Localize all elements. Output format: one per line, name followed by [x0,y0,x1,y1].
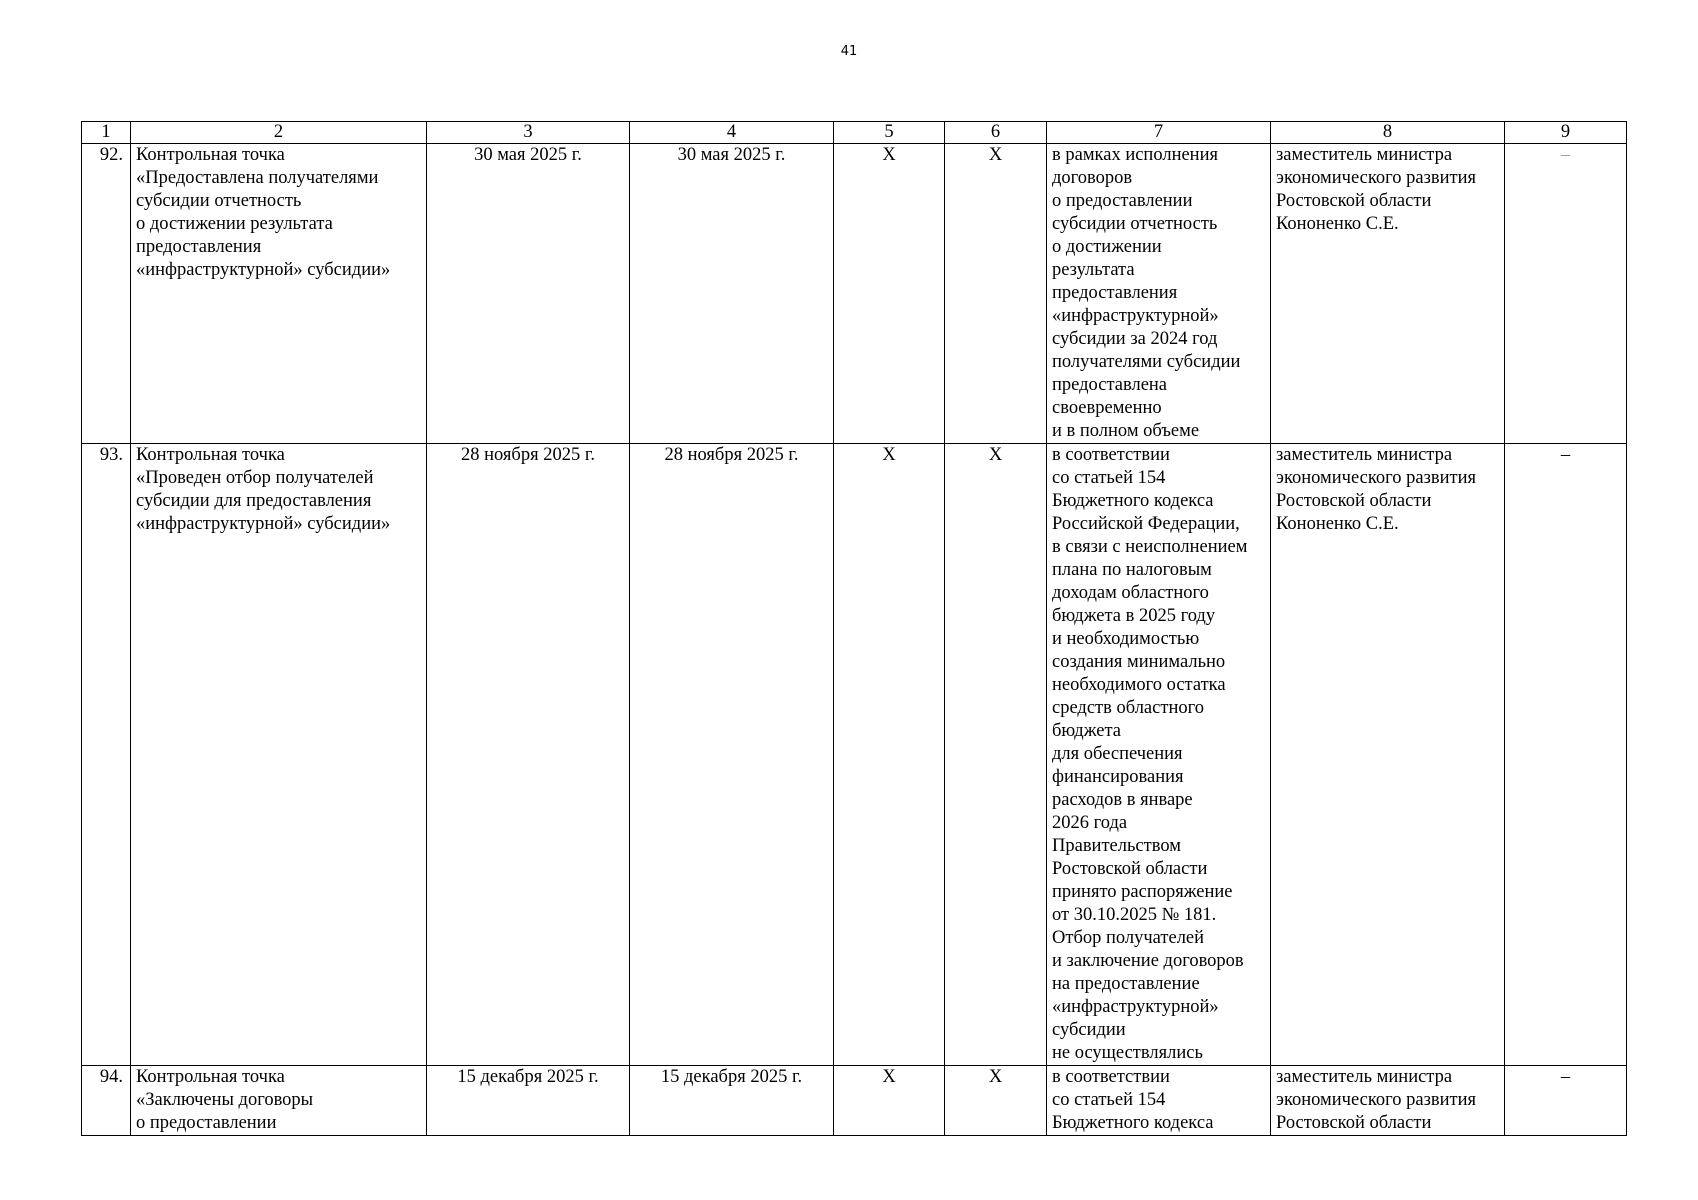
text-line: экономического развития [1276,168,1477,188]
text-line: «инфраструктурной» субсидии» [136,514,391,534]
text-line: не осуществлялись [1052,1043,1203,1063]
col6-value: X [945,444,1047,1066]
text-line: заместитель министра [1276,445,1453,465]
text-line: бюджета в 2025 году [1052,606,1216,626]
text-line: заместитель министра [1276,145,1453,165]
text-line: в соответствии [1052,445,1170,465]
col9-value [1505,1066,1627,1136]
header-cell: 2 [131,122,427,144]
text-line: субсидии отчетность [136,191,302,211]
text-line: «инфраструктурной» [1052,997,1219,1017]
header-cell: 6 [945,122,1047,144]
text-line: «инфраструктурной» субсидии» [136,260,391,280]
text-line: Ростовской области [1276,1113,1432,1133]
text-line: о достижении [1052,237,1162,257]
text-line: субсидии для предоставления [136,491,372,511]
text-line: и заключение договоров [1052,951,1244,971]
responsible-person [1271,1066,1505,1136]
text-line: и в полном объеме [1052,421,1200,441]
dash-mark: – [1560,1067,1571,1087]
text-line: Правительством [1052,836,1181,856]
control-points-table [81,121,1627,1136]
text-line: своевременно [1052,398,1162,418]
text-line: «инфраструктурной» [1052,306,1219,326]
col9-value [1505,444,1627,1066]
execution-info [1047,1066,1271,1136]
fact-date: 30 мая 2025 г. [630,144,834,444]
col6-value: X [945,144,1047,444]
col5-value: X [834,144,945,444]
col9-value [1505,144,1627,444]
text-line: финансирования [1052,767,1184,787]
text-line: предоставления [1052,283,1178,303]
text-line: Кононенко С.Е. [1276,214,1399,234]
text-line: «Предоставлена получателями [136,168,379,188]
text-line: от 30.10.2025 № 181. [1052,905,1217,925]
dash-mark: – [1560,445,1571,465]
text-line: субсидии отчетность [1052,214,1218,234]
col5-value: X [834,1066,945,1136]
text-line: в соответствии [1052,1067,1170,1087]
text-line: получателями субсидии [1052,352,1241,372]
execution-info [1047,444,1271,1066]
header-cell: 1 [82,122,131,144]
text-line: в рамках исполнения [1052,145,1218,165]
text-line: заместитель министра [1276,1067,1453,1087]
control-point-name [131,444,427,1066]
text-line: Контрольная точка [136,1067,285,1087]
text-line: «Проведен отбор получателей [136,468,374,488]
fact-date: 15 декабря 2025 г. [630,1066,834,1136]
text-line: бюджета [1052,721,1121,741]
text-line: субсидии [1052,1020,1126,1040]
text-line: 2026 года [1052,813,1128,833]
control-point-name [131,144,427,444]
table-row [82,1066,1627,1136]
text-line: создания минимально [1052,652,1226,672]
text-line: о достижении результата [136,214,333,234]
text-line: договоров [1052,168,1133,188]
text-line: для обеспечения [1052,744,1183,764]
text-line: экономического развития [1276,468,1477,488]
text-line: Ростовской области [1276,191,1432,211]
header-cell: 8 [1271,122,1505,144]
col6-value: X [945,1066,1047,1136]
text-line: о предоставлении [136,1113,277,1133]
header-cell: 3 [427,122,630,144]
dash-mark: – [1560,145,1571,165]
header-cell: 5 [834,122,945,144]
plan-date: 30 мая 2025 г. [427,144,630,444]
header-cell: 9 [1505,122,1627,144]
text-line: Российской Федерации, [1052,514,1240,534]
page-number: 41 [840,44,858,59]
table-row [82,444,1627,1066]
plan-date: 15 декабря 2025 г. [427,1066,630,1136]
text-line: со статьей 154 [1052,468,1166,488]
plan-date: 28 ноября 2025 г. [427,444,630,1066]
text-line: предоставлена [1052,375,1168,395]
fact-date: 28 ноября 2025 г. [630,444,834,1066]
row-number: 93. [82,444,131,1066]
text-line: плана по налоговым [1052,560,1212,580]
text-line: предоставления [136,237,262,257]
text-line: экономического развития [1276,1090,1477,1110]
header-cell: 4 [630,122,834,144]
text-line: принято распоряжение [1052,882,1233,902]
text-line: необходимого остатка [1052,675,1226,695]
text-line: средств областного [1052,698,1204,718]
row-number: 92. [82,144,131,444]
col5-value: X [834,444,945,1066]
text-line: в связи с неисполнением [1052,537,1248,557]
text-line: расходов в январе [1052,790,1193,810]
control-point-name [131,1066,427,1136]
text-line: доходам областного [1052,583,1209,603]
text-line: Ростовской области [1276,491,1432,511]
text-line: Бюджетного кодекса [1052,491,1214,511]
text-line: Отбор получателей [1052,928,1205,948]
text-line: Бюджетного кодекса [1052,1113,1214,1133]
text-line: субсидии за 2024 год [1052,329,1218,349]
header-cell: 7 [1047,122,1271,144]
responsible-person [1271,444,1505,1066]
text-line: на предоставление [1052,974,1200,994]
text-line: «Заключены договоры [136,1090,314,1110]
text-line: Контрольная точка [136,145,285,165]
table-row [82,144,1627,444]
responsible-person [1271,144,1505,444]
table-header-row [82,122,1627,144]
text-line: о предоставлении [1052,191,1193,211]
row-number: 94. [82,1066,131,1136]
text-line: и необходимостью [1052,629,1200,649]
text-line: Ростовской области [1052,859,1208,879]
execution-info [1047,144,1271,444]
text-line: результата [1052,260,1135,280]
text-line: Кононенко С.Е. [1276,514,1399,534]
text-line: Контрольная точка [136,445,285,465]
text-line: со статьей 154 [1052,1090,1166,1110]
